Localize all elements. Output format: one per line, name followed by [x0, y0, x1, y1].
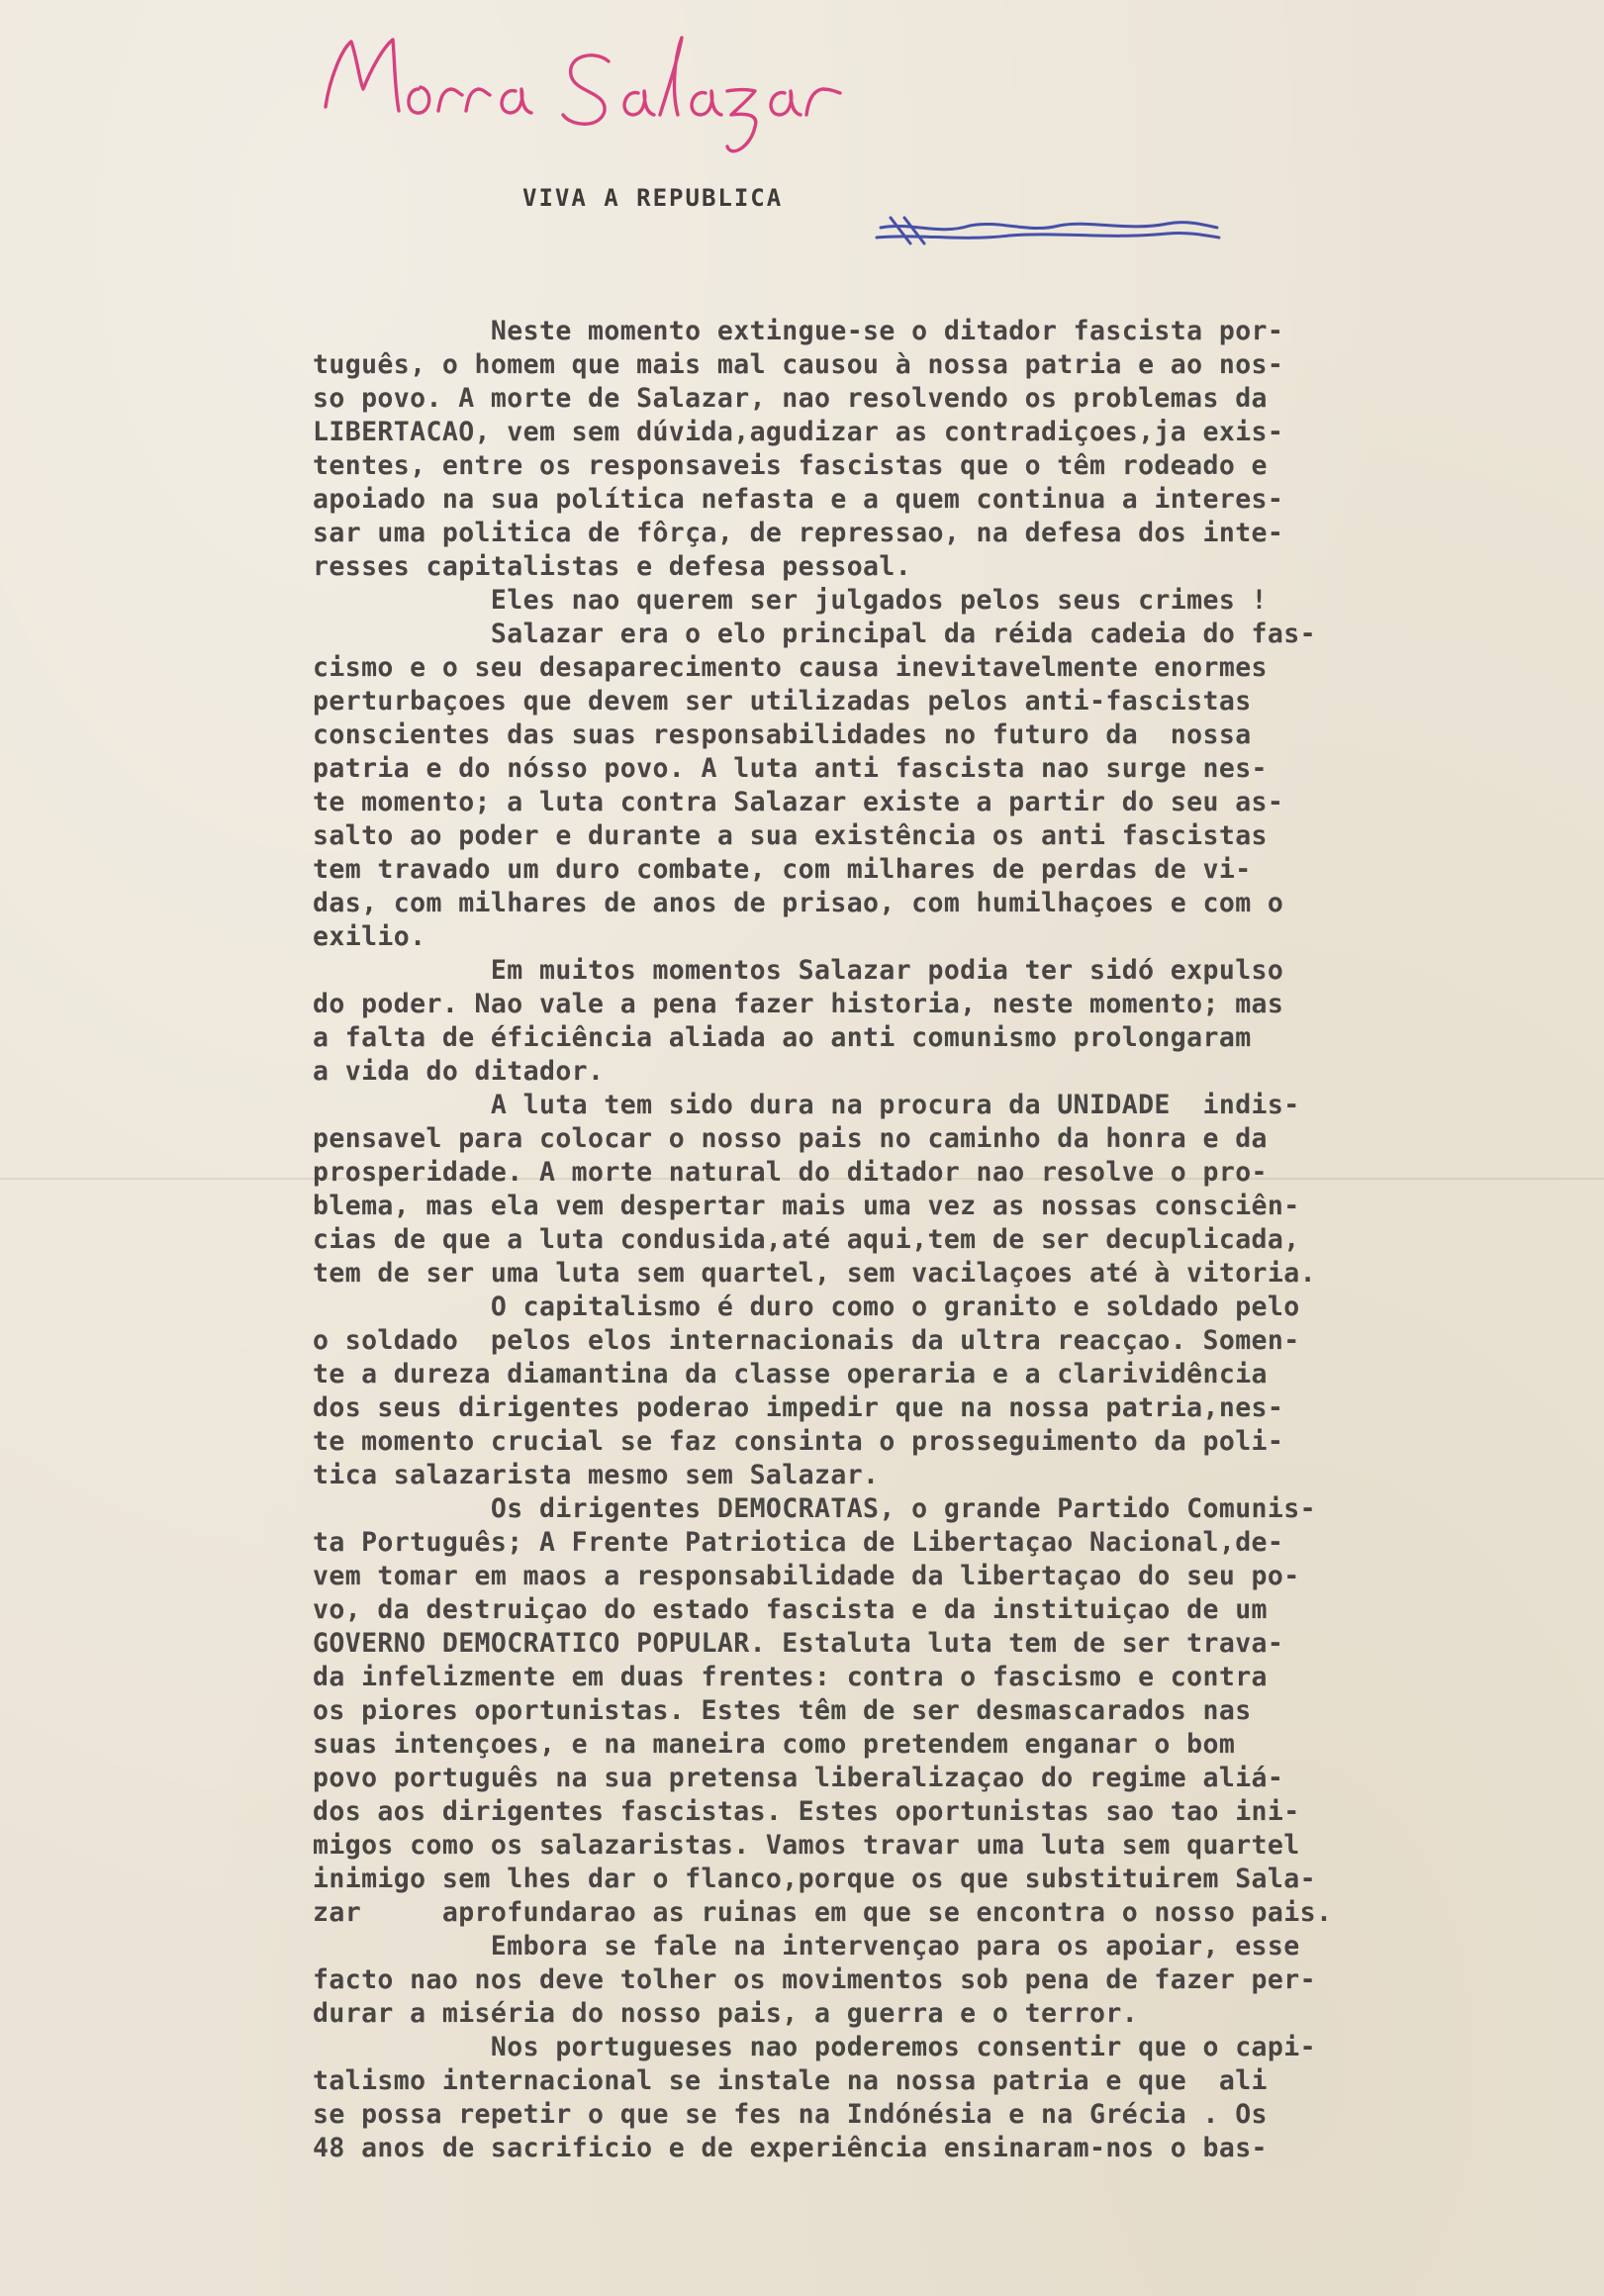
body-line: ta Português; A Frente Patriotica de Libertaçao Nacional,de- — [313, 1527, 1284, 1558]
body-line: Em muitos momentos Salazar podia ter sidó expulso — [313, 955, 1284, 986]
body-line: tem travado um duro combate, com milhares de perdas de vi- — [313, 854, 1252, 885]
body-line: 48 anos de sacrificio e de experiência ensinaram-nos o bas- — [313, 2133, 1268, 2163]
body-line: povo português na sua pretensa liberalizaçao do regime aliá- — [313, 1763, 1284, 1793]
body-line: Embora se fale na intervençao para os apoiar, esse — [313, 1931, 1300, 1961]
body-line: te a dureza diamantina da classe operaria e a clarividência — [313, 1359, 1268, 1389]
body-line: cismo e o seu desaparecimento causa inevitavelmente enormes — [313, 652, 1268, 683]
body-line: talismo internacional se instale na nossa patria e que ali — [313, 2065, 1268, 2096]
body-line: patria e do nósso povo. A luta anti fascista nao surge nes- — [313, 753, 1268, 784]
body-line: durar a miséria do nosso pais, a guerra e o terror. — [313, 1998, 1139, 2029]
body-line: Eles nao querem ser julgados pelos seus crimes ! — [313, 585, 1268, 616]
body-line: tuguês, o homem que mais mal causou à nossa patria e ao nos- — [313, 349, 1284, 380]
body-line: so povo. A morte de Salazar, nao resolvendo os problemas da — [313, 383, 1268, 414]
body-line: migos como os salazaristas. Vamos travar uma luta sem quartel — [313, 1830, 1300, 1861]
body-line: perturbaçoes que devem ser utilizadas pelos anti-fascistas — [313, 686, 1252, 717]
body-line: se possa repetir o que se fes na Indónésia e na Grécia . Os — [313, 2099, 1268, 2130]
body-line: vem tomar em maos a responsabilidade da libertaçao do seu po- — [313, 1561, 1300, 1591]
body-line: facto nao nos deve tolher os movimentos sob pena de fazer per- — [313, 1964, 1316, 1995]
body-line: Salazar era o elo principal da réida cadeia do fas- — [313, 619, 1316, 649]
body-line: te momento crucial se faz consinta o prosseguimento da poli- — [313, 1426, 1284, 1457]
body-line: suas intençoes, e na maneira como pretendem enganar o bom — [313, 1729, 1236, 1760]
document-heading: VIVA A REPUBLICA — [522, 184, 784, 212]
body-line: a vida do ditador. — [313, 1056, 605, 1087]
body-line: A luta tem sido dura na procura da UNIDADE indis- — [313, 1090, 1300, 1120]
body-line: inimigo sem lhes dar o flanco,porque os que substituirem Sala- — [313, 1864, 1316, 1894]
body-line: dos aos dirigentes fascistas. Estes oportunistas sao tao ini- — [313, 1796, 1300, 1827]
body-line: conscientes das suas responsabilidades no futuro da nossa — [313, 719, 1252, 750]
body-line: sar uma politica de fôrça, de repressao, na defesa dos inte- — [313, 518, 1284, 548]
body-line: zar aprofundarao as ruinas em que se encontra o nosso pais. — [313, 1897, 1333, 1928]
handwritten-note — [312, 20, 905, 172]
body-line: da infelizmente em duas frentes: contra o fascismo e contra — [313, 1662, 1268, 1692]
body-line: dos seus dirigentes poderao impedir que na nossa patria,nes- — [313, 1392, 1284, 1423]
body-line: tica salazarista mesmo sem Salazar. — [313, 1460, 880, 1490]
body-line: a falta de éficiência aliada ao anti comunismo prolongaram — [313, 1022, 1252, 1053]
body-line: Nos portugueses nao poderemos consentir que o capi- — [313, 2032, 1316, 2062]
body-line: O capitalismo é duro como o granito e soldado pelo — [313, 1292, 1300, 1322]
document-body — [313, 315, 1564, 2165]
body-line: Neste momento extingue-se o ditador fascista por- — [313, 316, 1284, 346]
body-line: Os dirigentes DEMOCRATAS, o grande Partido Comunis- — [313, 1493, 1316, 1524]
body-line: do poder. Nao vale a pena fazer historia, neste momento; mas — [313, 989, 1284, 1019]
body-line: resses capitalistas e defesa pessoal. — [313, 551, 912, 582]
body-line: tentes, entre os responsaveis fascistas que o têm rodeado e — [313, 450, 1268, 481]
body-line: prosperidade. A morte natural do ditador nao resolve o pro- — [313, 1157, 1268, 1188]
body-line: blema, mas ela vem despertar mais uma vez as nossas consciên- — [313, 1191, 1300, 1221]
body-line: os piores oportunistas. Estes têm de ser desmascarados nas — [313, 1695, 1252, 1726]
handwritten-signature — [312, 20, 905, 168]
body-line: apoiado na sua política nefasta e a quem continua a interes- — [313, 484, 1284, 515]
body-line: tem de ser uma luta sem quartel, sem vacilaçoes até à vitoria. — [313, 1258, 1316, 1289]
body-line: salto ao poder e durante a sua existência os anti fascistas — [313, 820, 1268, 851]
body-line: exilio. — [313, 921, 426, 952]
body-line: GOVERNO DEMOCRATICO POPULAR. Estaluta luta tem de ser trava- — [313, 1628, 1284, 1659]
body-line: das, com milhares de anos de prisao, com humilhaçoes e com o — [313, 888, 1284, 918]
body-line: te momento; a luta contra Salazar existe a partir do seu as- — [313, 787, 1284, 817]
body-line: vo, da destruiçao do estado fascista e da instituiçao de um — [313, 1594, 1268, 1625]
struck-out-text — [871, 206, 1227, 259]
body-line: pensavel para colocar o nosso pais no caminho da honra e da — [313, 1123, 1268, 1154]
body-line: LIBERTACAO, vem sem dúvida,agudizar as contradiçoes,ja exis- — [313, 417, 1284, 447]
body-line: cias de que a luta condusida,até aqui,tem de ser decuplicada, — [313, 1224, 1300, 1255]
body-line: o soldado pelos elos internacionais da ultra reacçao. Somen- — [313, 1325, 1300, 1356]
